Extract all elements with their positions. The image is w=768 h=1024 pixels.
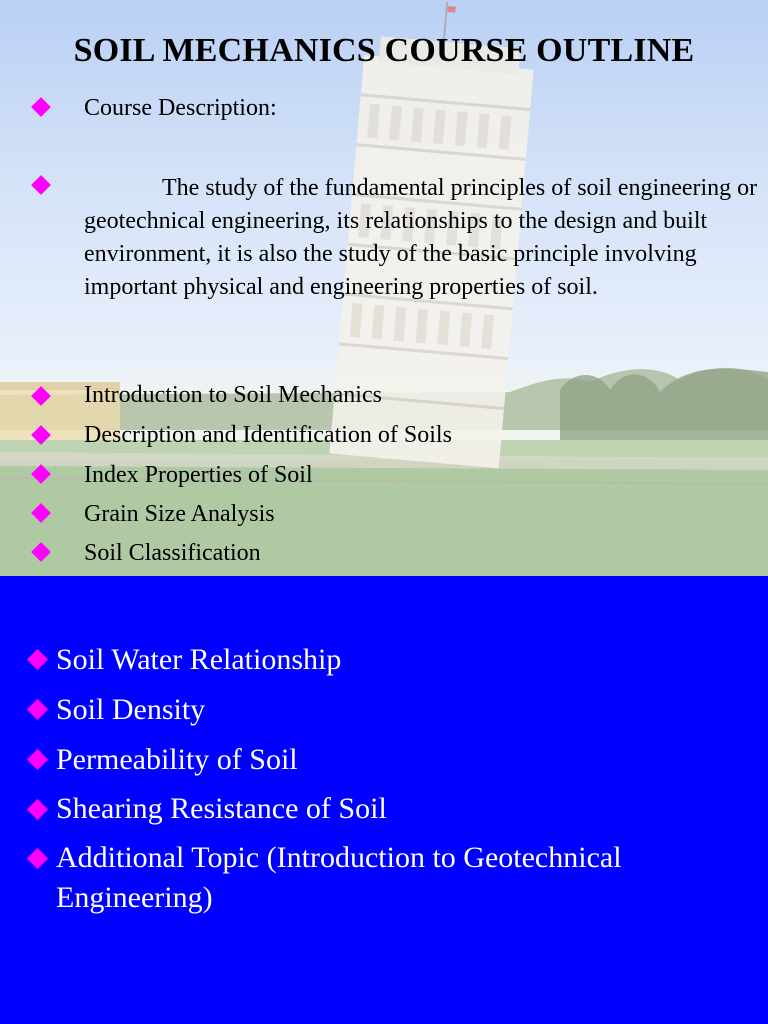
bullet-diamond-icon [27,799,48,820]
course-description-label: Course Description: [84,95,277,121]
slide-2 [0,576,768,1024]
topic-item: Grain Size Analysis [84,501,275,527]
topic-item: Shearing Resistance of Soil [56,792,387,825]
bullet-diamond-icon [27,699,48,720]
slide-title: SOIL MECHANICS COURSE OUTLINE [73,32,695,69]
course-description-text [84,172,764,304]
topic-item: Introduction to Soil Mechanics [84,382,382,408]
course-description-body: The study of the fundamental principles of soil engineering or geotechnical engineering, its relationships to the design and built environment, it is also the study of the basic principle involving important physical and engineering properties of soil. [84,175,758,300]
bullet-diamond-icon [27,848,48,869]
topic-item: Permeability of Soil [56,743,298,776]
bullet-diamond-icon [27,749,48,770]
topic-item: Soil Density [56,693,206,726]
topic-item: Index Properties of Soil [84,462,313,488]
topic-item: Soil Classification [84,540,261,566]
topic-item: Description and Identification of Soils [84,422,452,448]
bullet-diamond-icon [27,649,48,670]
topic-item: Additional Topic (Introduction to Geotechnical Engineering) [56,841,622,914]
topic-item: Soil Water Relationship [56,643,342,676]
